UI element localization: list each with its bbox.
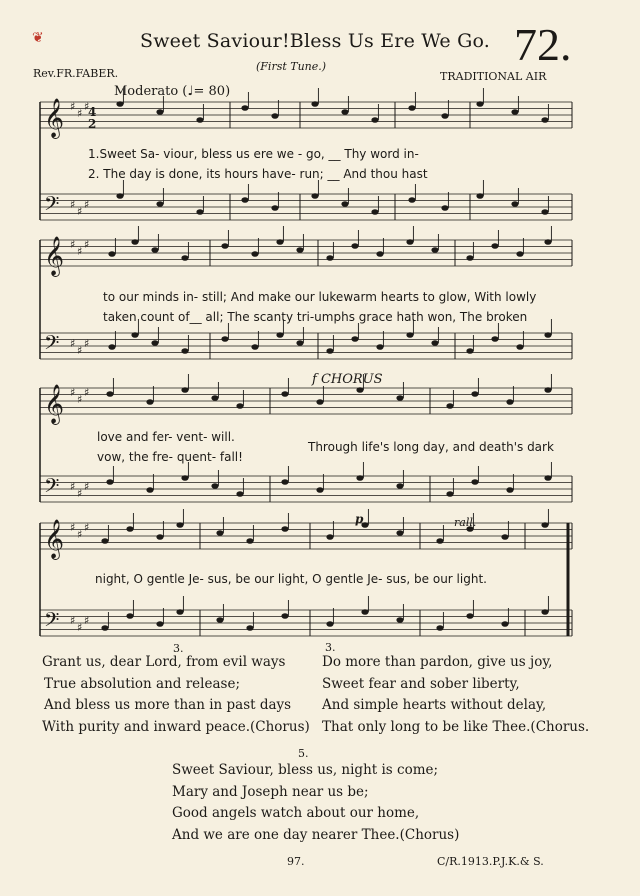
note-head <box>156 534 163 540</box>
note-head <box>296 340 303 346</box>
sharp-icon: ♯ <box>84 614 90 627</box>
time-signature: 2 <box>88 117 97 131</box>
note-head <box>181 387 188 393</box>
system2-lyric-verse1: to our minds in- still; And make our lukewarm hearts to glow, With lowly <box>103 290 537 304</box>
note-head <box>181 255 188 261</box>
note-head <box>396 395 403 401</box>
note-head <box>151 340 158 346</box>
note-head <box>316 487 323 493</box>
note-head <box>296 247 303 253</box>
note-head <box>491 243 498 249</box>
note-head <box>501 534 508 540</box>
note-head <box>241 105 248 111</box>
bass-clef-icon: 𝄢 <box>44 608 60 636</box>
note-head <box>466 348 473 354</box>
note-head <box>436 625 443 631</box>
verse-line: And bless us more than in past days <box>44 697 292 713</box>
treble-clef-icon: 𝄞 <box>44 384 65 424</box>
verse-5 <box>172 760 459 846</box>
note-head <box>436 538 443 544</box>
note-head <box>271 113 278 119</box>
note-head <box>376 344 383 350</box>
note-head <box>181 475 188 481</box>
sharp-icon: ♯ <box>84 480 90 493</box>
system2-lyric-verse2: taken count of__ all; The scanty tri-umphs grace hath won, The broken <box>103 310 528 324</box>
sharp-icon: ♯ <box>77 344 83 357</box>
note-head <box>408 105 415 111</box>
note-head <box>146 487 153 493</box>
note-head <box>156 621 163 627</box>
note-head <box>441 205 448 211</box>
note-head <box>101 538 108 544</box>
note-head <box>544 475 551 481</box>
verse-line: And simple hearts without delay, <box>322 697 547 713</box>
note-head <box>126 526 133 532</box>
note-head <box>151 247 158 253</box>
note-head <box>431 247 438 253</box>
note-head <box>181 348 188 354</box>
note-head <box>281 613 288 619</box>
note-head <box>176 522 183 528</box>
note-head <box>316 399 323 405</box>
tune-note: (First Tune.) <box>256 60 327 73</box>
verse-line: With purity and inward peace.(Chorus) <box>42 718 310 735</box>
note-head <box>501 621 508 627</box>
note-head <box>126 613 133 619</box>
sharp-icon: ♯ <box>77 245 83 258</box>
verse-2 <box>42 652 310 738</box>
system3-lyric-verse1: love and fer- vent- will. <box>97 430 235 444</box>
note-head <box>351 336 358 342</box>
tune-source: TRADITIONAL AIR <box>440 70 547 83</box>
note-head <box>326 348 333 354</box>
sharp-icon: ♯ <box>77 205 83 218</box>
note-head <box>156 201 163 207</box>
note-head <box>276 332 283 338</box>
note-head <box>516 344 523 350</box>
note-head <box>544 387 551 393</box>
sharp-icon: ♯ <box>77 393 83 406</box>
note-head <box>541 117 548 123</box>
note-head <box>116 193 123 199</box>
piano-dynamic: p <box>355 512 364 526</box>
note-head <box>406 332 413 338</box>
verse-line: Sweet Saviour, bless us, night is come; <box>172 762 439 778</box>
note-head <box>211 395 218 401</box>
sharp-icon: ♯ <box>84 337 90 350</box>
sharp-icon: ♯ <box>77 528 83 541</box>
decorative-flourish-icon: ❦ <box>32 30 44 46</box>
sharp-icon: ♯ <box>77 621 83 634</box>
note-head <box>396 617 403 623</box>
note-head <box>471 479 478 485</box>
time-signature: 4 <box>88 105 97 119</box>
sharp-icon: ♯ <box>84 521 90 534</box>
verse-3 <box>322 652 589 738</box>
note-head <box>246 538 253 544</box>
treble-clef-icon: 𝄞 <box>44 519 65 559</box>
note-head <box>341 109 348 115</box>
sharp-icon: ♯ <box>84 100 90 113</box>
note-head <box>251 251 258 257</box>
sharp-icon: ♯ <box>70 198 76 211</box>
note-head <box>446 491 453 497</box>
note-head <box>108 251 115 257</box>
note-head <box>236 403 243 409</box>
note-head <box>431 340 438 346</box>
note-head <box>351 243 358 249</box>
copyright-notice: C/R.1913.P.J.K.& S. <box>437 855 544 868</box>
note-head <box>108 344 115 350</box>
note-head <box>466 613 473 619</box>
note-head <box>106 391 113 397</box>
note-head <box>156 109 163 115</box>
note-head <box>326 621 333 627</box>
verse-line: True absolution and release; <box>44 675 240 692</box>
note-head <box>341 201 348 207</box>
sharp-icon: ♯ <box>84 386 90 399</box>
treble-clef-icon: 𝄞 <box>44 98 65 138</box>
note-head <box>466 255 473 261</box>
note-head <box>211 483 218 489</box>
bass-clef-icon: 𝄢 <box>44 331 60 359</box>
note-head <box>216 617 223 623</box>
note-head <box>446 403 453 409</box>
note-head <box>476 193 483 199</box>
note-head <box>236 491 243 497</box>
note-head <box>371 117 378 123</box>
note-head <box>541 609 548 615</box>
note-head <box>131 239 138 245</box>
note-head <box>271 205 278 211</box>
note-head <box>544 239 551 245</box>
note-head <box>476 101 483 107</box>
note-head <box>511 201 518 207</box>
note-head <box>251 344 258 350</box>
note-head <box>361 609 368 615</box>
sharp-icon: ♯ <box>70 337 76 350</box>
system3-lyric-verse2: vow, the fre- quent- fall! <box>97 450 243 464</box>
note-head <box>506 399 513 405</box>
verse-number: 3. <box>325 641 336 654</box>
note-head <box>356 387 363 393</box>
note-head <box>196 209 203 215</box>
page-number: 97. <box>287 855 305 868</box>
note-head <box>541 209 548 215</box>
verse-line: Sweet fear and sober liberty, <box>322 675 520 692</box>
note-head <box>101 625 108 631</box>
note-head <box>221 336 228 342</box>
note-head <box>196 117 203 123</box>
note-head <box>491 336 498 342</box>
note-head <box>406 239 413 245</box>
system4-lyric: night, O gentle Je- sus, be our light, O gentle Je- sus, be our light. <box>95 572 487 586</box>
note-head <box>376 251 383 257</box>
note-head <box>311 193 318 199</box>
note-head <box>441 113 448 119</box>
system3-chorus-lyric: Through life's long day, and death's dark <box>308 440 554 454</box>
note-head <box>511 109 518 115</box>
treble-clef-icon: 𝄞 <box>44 236 65 276</box>
hymn-number: 72. <box>514 19 572 70</box>
system1-lyric-verse1: 1.Sweet Sa- viour, bless us ere we - go, __ Thy word in- <box>88 147 419 161</box>
sharp-icon: ♯ <box>70 521 76 534</box>
note-head <box>544 332 551 338</box>
verse-number: 3. <box>173 642 184 655</box>
verse-line: And we are one day nearer Thee.(Chorus) <box>172 826 460 843</box>
note-head <box>106 479 113 485</box>
note-head <box>246 625 253 631</box>
note-head <box>356 475 363 481</box>
note-head <box>396 530 403 536</box>
sharp-icon: ♯ <box>84 198 90 211</box>
hymn-title: Sweet Saviour!Bless Us Ere We Go. <box>140 30 491 52</box>
sharp-icon: ♯ <box>84 238 90 251</box>
note-head <box>506 487 513 493</box>
sharp-icon: ♯ <box>77 107 83 120</box>
verse-line: Do more than pardon, give us joy, <box>322 654 553 670</box>
note-head <box>131 332 138 338</box>
bass-clef-icon: 𝄢 <box>44 474 60 502</box>
verse-line: Mary and Joseph near us be; <box>172 783 369 800</box>
note-head <box>516 251 523 257</box>
chorus-marking: f CHORUS <box>312 372 383 387</box>
sharp-icon: ♯ <box>70 100 76 113</box>
note-head <box>241 197 248 203</box>
verse-line: Good angels watch about our home, <box>172 805 420 821</box>
verse-line: That only long to be like Thee.(Chorus. <box>322 718 590 735</box>
note-head <box>281 479 288 485</box>
note-head <box>221 243 228 249</box>
note-head <box>281 391 288 397</box>
verse-line: Grant us, dear Lord, from evil ways <box>42 654 286 670</box>
tempo-marking: Moderato (♩= 80) <box>114 84 231 99</box>
note-head <box>216 530 223 536</box>
note-head <box>281 526 288 532</box>
note-head <box>396 483 403 489</box>
note-head <box>146 399 153 405</box>
bass-clef-icon: 𝄢 <box>44 192 60 220</box>
note-head <box>326 534 333 540</box>
verse-number: 5. <box>298 747 309 760</box>
sharp-icon: ♯ <box>70 238 76 251</box>
sharp-icon: ♯ <box>70 614 76 627</box>
note-head <box>116 101 123 107</box>
note-head <box>276 239 283 245</box>
rall-marking: rall. <box>454 516 477 529</box>
sharp-icon: ♯ <box>77 487 83 500</box>
sharp-icon: ♯ <box>70 480 76 493</box>
sharp-icon: ♯ <box>70 386 76 399</box>
note-head <box>408 197 415 203</box>
note-head <box>311 101 318 107</box>
note-head <box>541 522 548 528</box>
note-head <box>371 209 378 215</box>
author-credit: Rev.FR.FABER. <box>33 67 119 80</box>
note-head <box>176 609 183 615</box>
note-head <box>471 391 478 397</box>
system1-lyric-verse2: 2. The day is done, its hours have- run; __ And thou hast <box>88 167 428 181</box>
note-head <box>326 255 333 261</box>
